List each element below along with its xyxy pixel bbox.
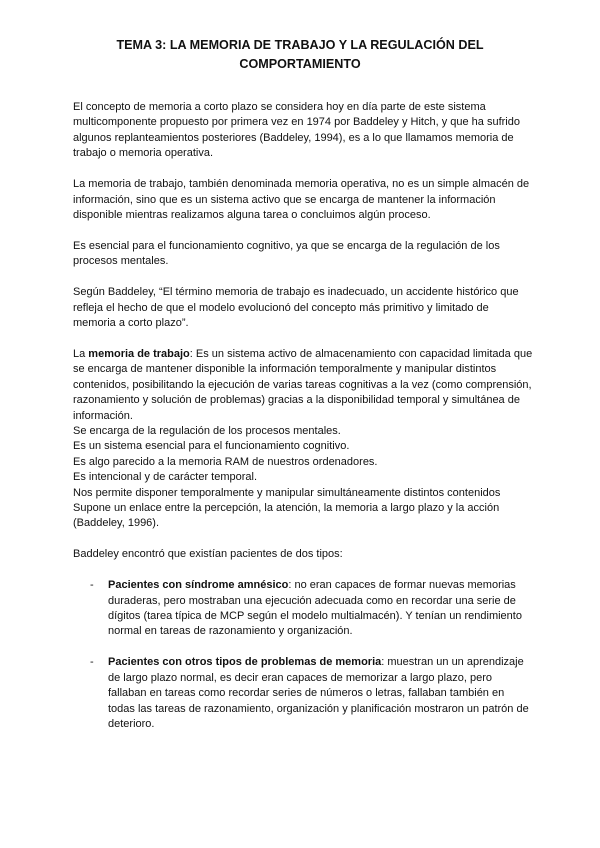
title-line-1: TEMA 3: LA MEMORIA DE TRABAJO Y LA REGULACIÓN DEL <box>116 38 484 52</box>
working-memory-line: Es un sistema esencial para el funcionamiento cognitivo. <box>73 440 350 453</box>
working-memory-line: Se encarga de la regulación de los procesos mentales. <box>73 424 341 437</box>
list-item-heading: Pacientes con síndrome amnésico <box>108 579 289 592</box>
working-memory-prefix: La <box>73 347 89 360</box>
document-body <box>73 100 533 748</box>
working-memory-line: Supone un enlace entre la percepción, la atención, la memoria a largo plazo y la acción (Baddeley, 1996). <box>73 501 500 530</box>
list-item <box>73 578 533 640</box>
paragraph-patient-types: Baddeley encontró que existían pacientes de dos tipos: <box>73 548 343 561</box>
paragraph-definition: La memoria de trabajo, también denominada memoria operativa, no es un simple almacén de información, sino que es un sistema activo que se encarga de mantener la información disponible mientras realizamos alguna tarea o concluimos algún proceso. <box>73 178 530 221</box>
paragraph-baddeley-quote: Según Baddeley, “El término memoria de trabajo es inadecuado, un accidente histórico que refleja el hecho de que el modelo evolucionó del concepto más primitivo y limitado de memoria a corto plazo”. <box>73 286 519 329</box>
working-memory-line: Es intencional y de carácter temporal. <box>73 471 258 484</box>
working-memory-line: Nos permite disponer temporalmente y manipular simultáneamente distintos contenidos <box>73 486 501 499</box>
list-item-heading: Pacientes con otros tipos de problemas de memoria <box>108 656 382 669</box>
working-memory-term: memoria de trabajo <box>88 347 190 360</box>
list-item-text: : no eran capaces de formar nuevas memorias duraderas, pero mostraban una ejecución adecuada como en recordar una serie de dígitos (tarea típica de MCP según el modelo multialmacén). Y tenían un rendimiento normal en tareas de razonamiento y organización. <box>108 579 522 638</box>
title-line-2: COMPORTAMIENTO <box>239 57 361 71</box>
bullet-marker: - <box>90 579 94 592</box>
paragraph-working-memory <box>73 347 533 532</box>
working-memory-definition: : Es un sistema activo de almacenamiento con capacidad limitada que se encarga de mantener disponible la información temporalmente y manipular distintos contenidos, posibilitando la ejecución de varias tareas cognitivas a la vez (como comprensión, razonamiento y solución de problemas) gracias a la disponibilidad temporal y simultánea de información. <box>73 347 533 422</box>
paragraph-function: Es esencial para el funcionamiento cognitivo, ya que se encarga de la regulación de los procesos mentales. <box>73 239 500 268</box>
patient-types-list <box>73 578 533 732</box>
working-memory-line: Es algo parecido a la memoria RAM de nuestros ordenadores. <box>73 455 378 468</box>
page-title <box>60 36 540 74</box>
paragraph-intro: El concepto de memoria a corto plazo se considera hoy en día parte de este sistema multicomponente propuesto por primera vez en 1974 por Baddeley y Hitch, y que ha sufrido algunos replanteamientos posteriores (Baddeley, 1994), es a lo que llamamos memoria de trabajo o memoria operativa. <box>73 101 520 160</box>
list-item-text: : muestran un un aprendizaje de largo plazo normal, es decir eran capaces de memorizar a largo plazo, pero fallaban en tareas como recordar series de números o letras, fallaban también en todas las tareas de razonamiento, organización y planificación mostraron un patrón de deterioro. <box>108 656 529 730</box>
list-item <box>73 655 533 732</box>
bullet-marker: - <box>90 656 94 669</box>
